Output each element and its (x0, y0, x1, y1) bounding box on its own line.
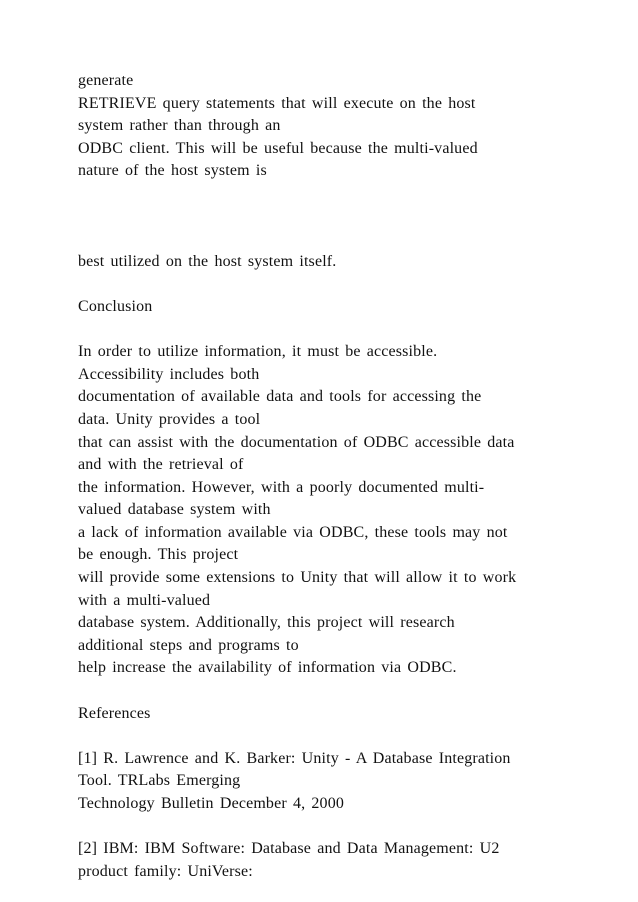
conclusion-line: help increase the availability of information via ODBC. (78, 659, 457, 677)
intro-paragraph (78, 70, 578, 183)
intro-continuation: best utilized on the host system itself. (78, 252, 337, 270)
reference-line: [2] IBM: IBM Software: Database and Data Management: U2 (78, 840, 500, 858)
conclusion-line: the information. However, with a poorly documented multi- (78, 478, 485, 496)
conclusion-line: that can assist with the documentation of ODBC accessible data (78, 433, 515, 451)
reference-line: [1] R. Lawrence and K. Barker: Unity - A Database Integration (78, 749, 511, 767)
spacer (78, 319, 578, 342)
intro-line: ODBC client. This will be useful because the multi-valued (78, 139, 478, 157)
conclusion-heading: Conclusion (78, 297, 153, 315)
conclusion-line: database system. Additionally, this project will research (78, 614, 455, 632)
conclusion-line: will provide some extensions to Unity that will allow it to work (78, 569, 517, 587)
references-heading: References (78, 704, 151, 722)
spacer (78, 725, 578, 748)
conclusion-paragraph (78, 341, 578, 680)
conclusion-line: and with the retrieval of (78, 456, 244, 474)
conclusion-line: be enough. This project (78, 546, 239, 564)
spacer (78, 228, 578, 251)
reference-line: Technology Bulletin December 4, 2000 (78, 795, 344, 812)
intro-line: system rather than through an (78, 117, 281, 135)
intro-line: nature of the host system is (78, 162, 267, 180)
conclusion-line: a lack of information available via ODBC, these tools may not (78, 523, 508, 541)
conclusion-line: with a multi-valued (78, 591, 211, 609)
conclusion-line: Accessibility includes both (78, 365, 260, 383)
reference-line: product family: UniVerse: (78, 862, 253, 880)
spacer (78, 680, 578, 703)
spacer (78, 816, 578, 839)
reference-line: Tool. TRLabs Emerging (78, 772, 241, 790)
spacer (78, 206, 578, 229)
reference-item (78, 748, 578, 816)
conclusion-line: In order to utilize information, it must be accessible. (78, 343, 438, 361)
conclusion-line: data. Unity provides a tool (78, 410, 261, 428)
conclusion-line: valued database system with (78, 501, 271, 519)
conclusion-line: documentation of available data and tools for accessing the (78, 388, 482, 406)
document-body (78, 70, 578, 883)
conclusion-line: additional steps and programs to (78, 636, 299, 654)
spacer (78, 183, 578, 206)
spacer (78, 273, 578, 296)
intro-line: RETRIEVE query statements that will execute on the host (78, 94, 476, 112)
reference-item (78, 838, 578, 883)
intro-line: generate (78, 72, 134, 89)
